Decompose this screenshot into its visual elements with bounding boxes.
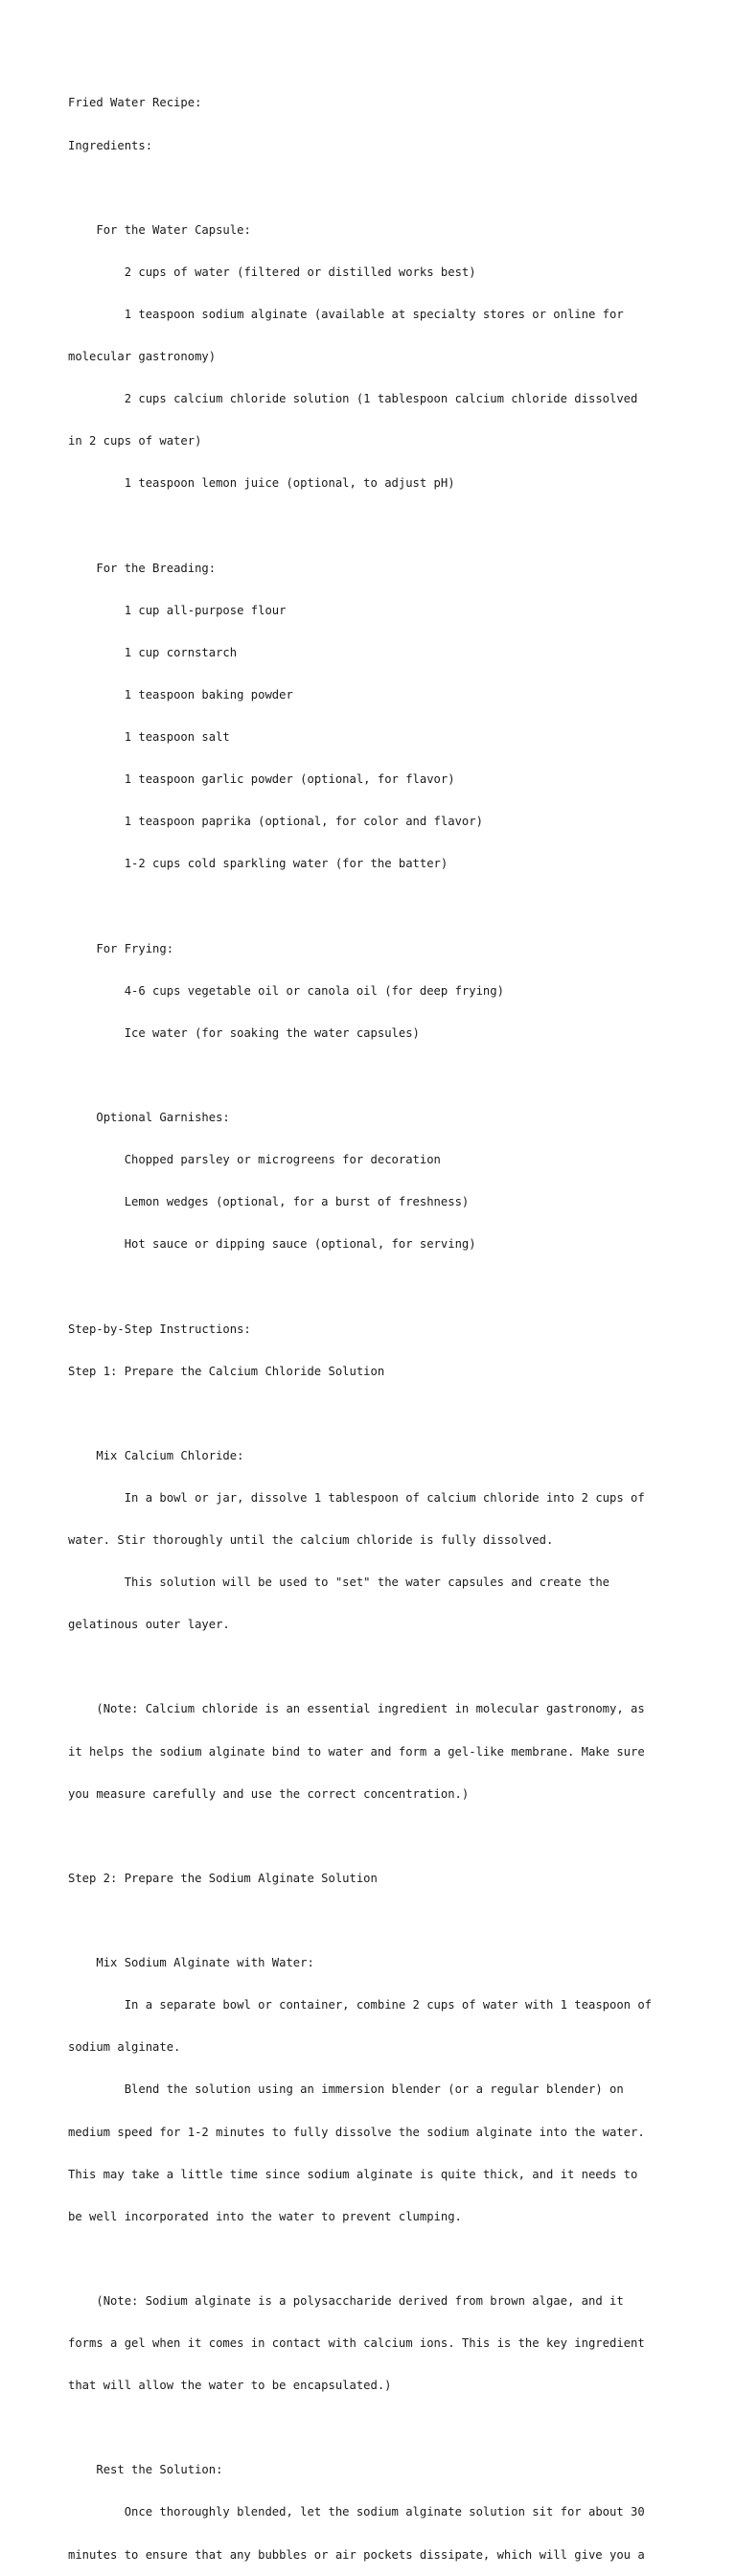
ingredient-line: 1-2 cups cold sparkling water (for the batter) [68, 857, 448, 871]
ingredient-line: 1 teaspoon sodium alginate (available at specialty stores or online for [68, 307, 624, 321]
instruction-line: This may take a little time since sodium alginate is quite thick, and it needs to [68, 2167, 638, 2181]
ingredient-line: in 2 cups of water) [68, 434, 202, 448]
blank-line [68, 1279, 681, 1294]
note-line: it helps the sodium alginate bind to water and form a gel-like membrane. Make sure [68, 1744, 645, 1759]
blank-line [68, 1660, 681, 1674]
blank-line [68, 2421, 681, 2435]
instruction-line: gelatinous outer layer. [68, 1618, 230, 1632]
instruction-line: Once thoroughly blended, let the sodium alginate solution sit for about 30 [68, 2505, 645, 2519]
instruction-line: sodium alginate. [68, 2040, 181, 2055]
note-line: you measure carefully and use the correct concentration.) [68, 1786, 470, 1801]
note-line: (Note: Sodium alginate is a polysaccharide derived from brown algae, and it [68, 2293, 624, 2308]
instructions-heading: Step-by-Step Instructions: [68, 1322, 251, 1336]
ingredient-line: 1 cup all-purpose flour [68, 603, 287, 617]
blank-line [68, 1069, 681, 1083]
ingredient-line: Hot sauce or dipping sauce (optional, for serving) [68, 1237, 476, 1252]
water-capsule-heading: For the Water Capsule: [68, 222, 251, 237]
blank-line [68, 181, 681, 196]
ingredients-heading: Ingredients: [68, 138, 153, 152]
note-line: that will allow the water to be encapsulated.) [68, 2379, 392, 2393]
ingredient-line: 1 teaspoon garlic powder (optional, for flavor) [68, 772, 455, 787]
blank-line [68, 1914, 681, 1928]
blank-line [68, 899, 681, 913]
ingredient-line: 2 cups calcium chloride solution (1 tablespoon calcium chloride dissolved [68, 392, 638, 406]
frying-heading: For Frying: [68, 941, 174, 955]
instruction-line: water. Stir thoroughly until the calcium chloride is fully dissolved. [68, 1533, 554, 1548]
note-line: forms a gel when it comes in contact with calcium ions. This is the key ingredient [68, 2336, 645, 2351]
ingredient-line: Ice water (for soaking the water capsules) [68, 1025, 420, 1040]
instruction-line: medium speed for 1-2 minutes to fully dissolve the sodium alginate into the water. [68, 2125, 645, 2139]
step-1-heading: Step 1: Prepare the Calcium Chloride Solution [68, 1364, 385, 1378]
step-2-heading: Step 2: Prepare the Sodium Alginate Solution [68, 1871, 378, 1885]
instruction-line: In a separate bowl or container, combine 2 cups of water with 1 teaspoon of [68, 1998, 653, 2012]
substep-heading: Mix Calcium Chloride: [68, 1448, 244, 1462]
ingredient-line: molecular gastronomy) [68, 350, 217, 364]
ingredient-line: Chopped parsley or microgreens for decoration [68, 1153, 441, 1167]
garnishes-heading: Optional Garnishes: [68, 1110, 230, 1124]
ingredient-line: 1 cup cornstarch [68, 645, 238, 659]
substep-heading: Mix Sodium Alginate with Water: [68, 1956, 314, 1970]
ingredient-line: 1 teaspoon baking powder [68, 687, 293, 702]
recipe-document [68, 68, 681, 2576]
blank-line [68, 1407, 681, 1421]
ingredient-line: 4-6 cups vegetable oil or canola oil (for deep frying) [68, 983, 504, 998]
instruction-line: minutes to ensure that any bubbles or air pockets dissipate, which will give you a [68, 2547, 645, 2562]
blank-line [68, 1829, 681, 1844]
ingredient-line: 2 cups of water (filtered or distilled works best) [68, 264, 476, 279]
blank-line [68, 2252, 681, 2266]
instruction-line: Blend the solution using an immersion blender (or a regular blender) on [68, 2082, 624, 2097]
substep-heading: Rest the Solution: [68, 2463, 223, 2477]
ingredient-line: 1 teaspoon lemon juice (optional, to adjust pH) [68, 476, 455, 491]
ingredient-line: 1 teaspoon salt [68, 730, 230, 745]
breading-heading: For the Breading: [68, 561, 217, 575]
instruction-line: In a bowl or jar, dissolve 1 tablespoon of calcium chloride into 2 cups of [68, 1490, 645, 1505]
blank-line [68, 518, 681, 533]
note-line: (Note: Calcium chloride is an essential ingredient in molecular gastronomy, as [68, 1702, 645, 1716]
instruction-line: This solution will be used to "set" the water capsules and create the [68, 1576, 610, 1590]
instruction-line: be well incorporated into the water to prevent clumping. [68, 2209, 462, 2223]
ingredient-line: 1 teaspoon paprika (optional, for color and flavor) [68, 815, 483, 829]
ingredient-line: Lemon wedges (optional, for a burst of freshness) [68, 1195, 470, 1209]
doc-title: Fried Water Recipe: [68, 96, 202, 110]
